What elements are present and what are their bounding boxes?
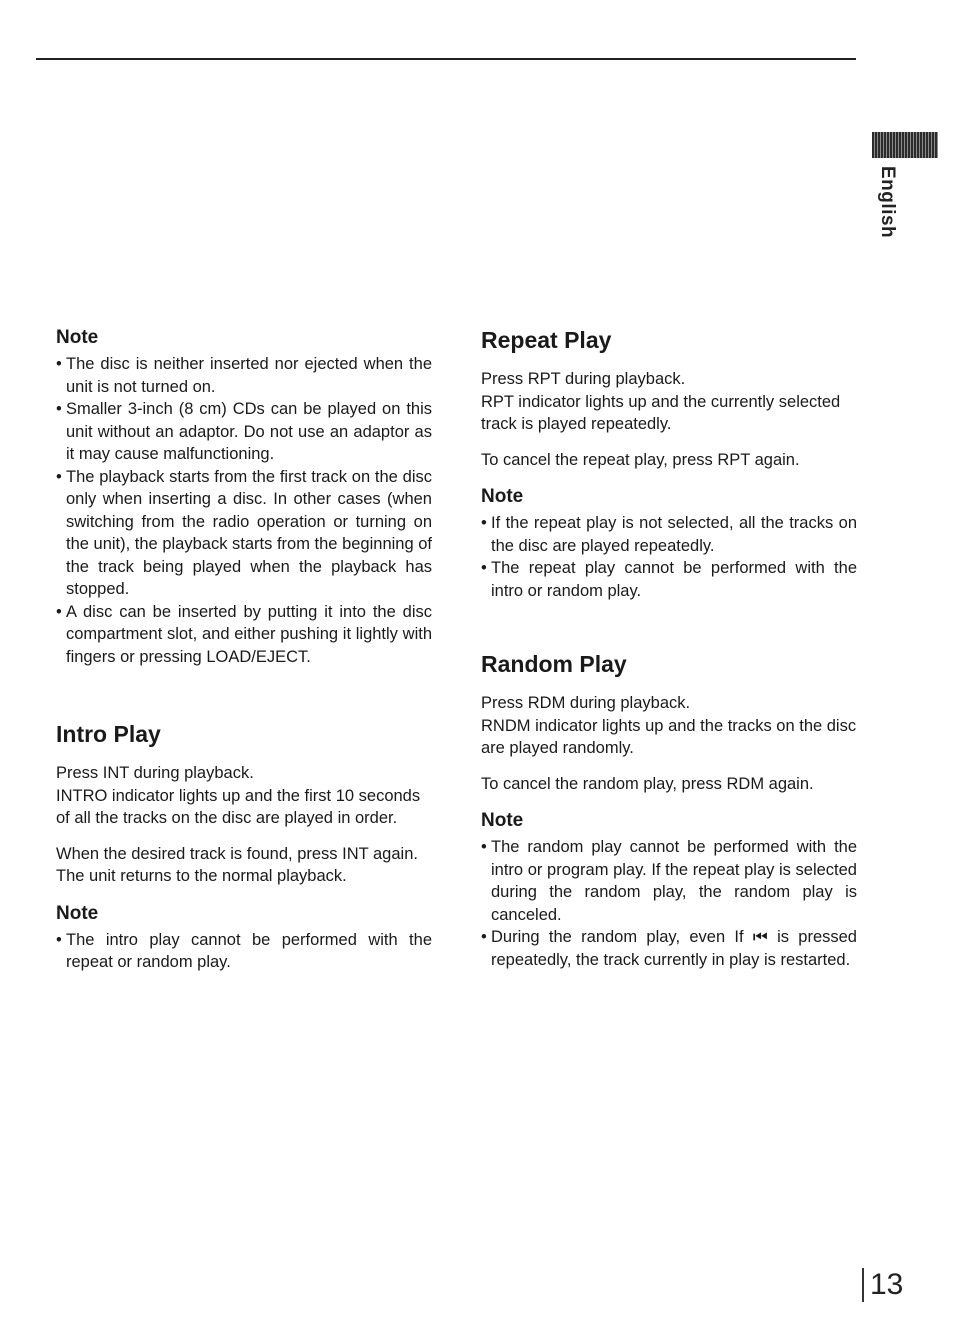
- page-number: 13: [862, 1268, 903, 1302]
- note-title: Note: [481, 810, 524, 831]
- note-item: • A disc can be inserted by putting it into the disc compartment slot, and either pushing it lightly with fingers or pressing LOAD/EJECT.: [56, 601, 432, 669]
- body-text: To cancel the repeat play, press RPT again.: [481, 450, 800, 469]
- section-title-repeat-play: Repeat Play: [481, 327, 612, 353]
- note-list: [481, 512, 857, 602]
- note-item: • Smaller 3-inch (8 cm) CDs can be played on this unit without an adaptor. Do not use an adaptor as it may cause malfunctioning.: [56, 398, 432, 466]
- body-text: When the desired track is found, press INT again. The unit returns to the normal playback.: [56, 844, 418, 885]
- note-title: Note: [481, 486, 524, 507]
- body-text: INTRO indicator lights up and the first 10 seconds of all the tracks on the disc are played in order.: [56, 786, 421, 827]
- language-tab-marker: [872, 132, 938, 158]
- body-text: Press RPT during playback.: [481, 370, 686, 388]
- note-item: • The intro play cannot be performed with the repeat or random play.: [56, 929, 432, 974]
- note-title: Note: [56, 327, 99, 348]
- right-column: [481, 326, 857, 971]
- body-text: Press INT during playback.: [56, 764, 254, 782]
- note-title: Note: [56, 902, 99, 924]
- note-item: • If the repeat play is not selected, all the tracks on the disc are played repeatedly.: [481, 512, 857, 557]
- note-item: • During the random play, even If ⏮ is pressed repeatedly, the track currently in play is restarted.: [481, 926, 857, 971]
- body-text: RNDM indicator lights up and the tracks on the disc are played randomly.: [481, 716, 857, 757]
- section-title-intro-play: Intro Play: [56, 721, 161, 747]
- note-item: • The repeat play cannot be performed with the intro or random play.: [481, 557, 857, 602]
- top-rule: [36, 58, 856, 60]
- random-play-section: [481, 650, 857, 971]
- note-list: [56, 929, 432, 974]
- note-item: • The disc is neither inserted nor ejected when the unit is not turned on.: [56, 353, 432, 398]
- note-item: • The playback starts from the first track on the disc only when inserting a disc. In other cases (when switching from the radio operation or turning on the unit), the playback starts from the beginning of the track being played when the playback has stopped.: [56, 466, 432, 601]
- body-text: To cancel the random play, press RDM again.: [481, 774, 814, 793]
- left-column: [56, 326, 432, 974]
- language-label: English: [877, 166, 898, 239]
- repeat-play-section: [481, 326, 857, 602]
- note-list: [56, 353, 432, 668]
- body-text: RPT indicator lights up and the currently selected track is played repeatedly.: [481, 392, 841, 433]
- note-item: • The random play cannot be performed with the intro or program play. If the repeat play is selected during the random play, the random play is canceled.: [481, 836, 857, 926]
- intro-play-section: [56, 720, 432, 974]
- disc-note: [56, 326, 432, 668]
- body-text: Press RDM during playback.: [481, 694, 691, 712]
- section-title-random-play: Random Play: [481, 651, 627, 677]
- note-list: [481, 836, 857, 971]
